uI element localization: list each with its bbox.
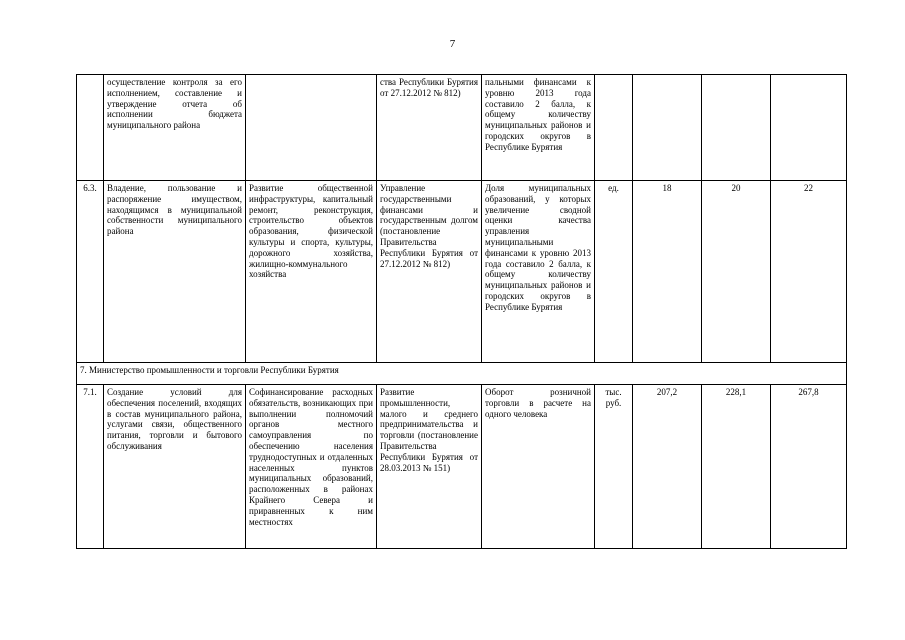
row-number [77,75,104,181]
measure-cell [246,75,377,181]
section-row [77,363,847,385]
program-cell: ства Республики Бурятия от 27.12.2012 № 812) [377,75,482,181]
table-row [77,385,847,549]
measure-cell: Софинансирование расходных обязательств, возникающих при выполнении полномочий органов местного самоуправления по обеспечению населения труднодоступных и отдаленных населенных пунктов муниципальных образований, расположенных в районах Крайнего Севера и приравненных к ним местностях [246,385,377,549]
value-cell [633,75,702,181]
program-cell: Развитие промышленности, малого и среднего предпринимательства и торговли (постановление Правительства Республики Бурятия от 28.03.2013 № 151) [377,385,482,549]
function-cell: Владение, пользование и распоряжение имуществом, находящимся в муниципальной собственности муниципального района [104,181,246,363]
value-cell: 228,1 [702,385,771,549]
indicator-cell: Оборот розничной торговли в расчете на одного человека [482,385,595,549]
value-cell: 207,2 [633,385,702,549]
value-cell: 267,8 [771,385,847,549]
unit-cell [595,75,633,181]
unit-cell: ед. [595,181,633,363]
measure-cell: Развитие общественной инфраструктуры, капитальный ремонт, реконструкция, строительство объектов образования, физической культуры и спорта, культуры, дорожного хозяйства, жилищно-коммунального хозяйства [246,181,377,363]
value-cell: 18 [633,181,702,363]
function-cell: Создание условий для обеспечения поселений, входящих в состав муниципального района, услугами связи, общественного питания, торговли и бытового обслуживания [104,385,246,549]
row-number: 7.1. [77,385,104,549]
table-row [77,75,847,181]
value-cell [702,75,771,181]
program-cell: Управление государственными финансами и государственным долгом (постановление Правительства Республики Бурятия от 27.12.2012 № 812) [377,181,482,363]
value-cell: 22 [771,181,847,363]
function-cell: осуществление контроля за его исполнением, составление и утверждение отчета об исполнении бюджета муниципального района [104,75,246,181]
indicator-cell: пальными финансами к уровню 2013 года составило 2 балла, к общему количеству муниципальных районов и городских округов в Республике Бурятия [482,75,595,181]
row-number: 6.3. [77,181,104,363]
value-cell: 20 [702,181,771,363]
value-cell [771,75,847,181]
section-heading: 7. Министерство промышленности и торговли Республики Бурятия [77,363,847,385]
page-number: 7 [449,38,456,50]
table-row [77,181,847,363]
unit-cell: тыс. руб. [595,385,633,549]
indicators-table [76,74,847,549]
indicator-cell: Доля муниципальных образований, у которых увеличение сводной оценки качества управления муниципальными финансами к уровню 2013 года составило 2 балла, к общему количеству муниципальных районов и городских округов в Республике Бурятия [482,181,595,363]
